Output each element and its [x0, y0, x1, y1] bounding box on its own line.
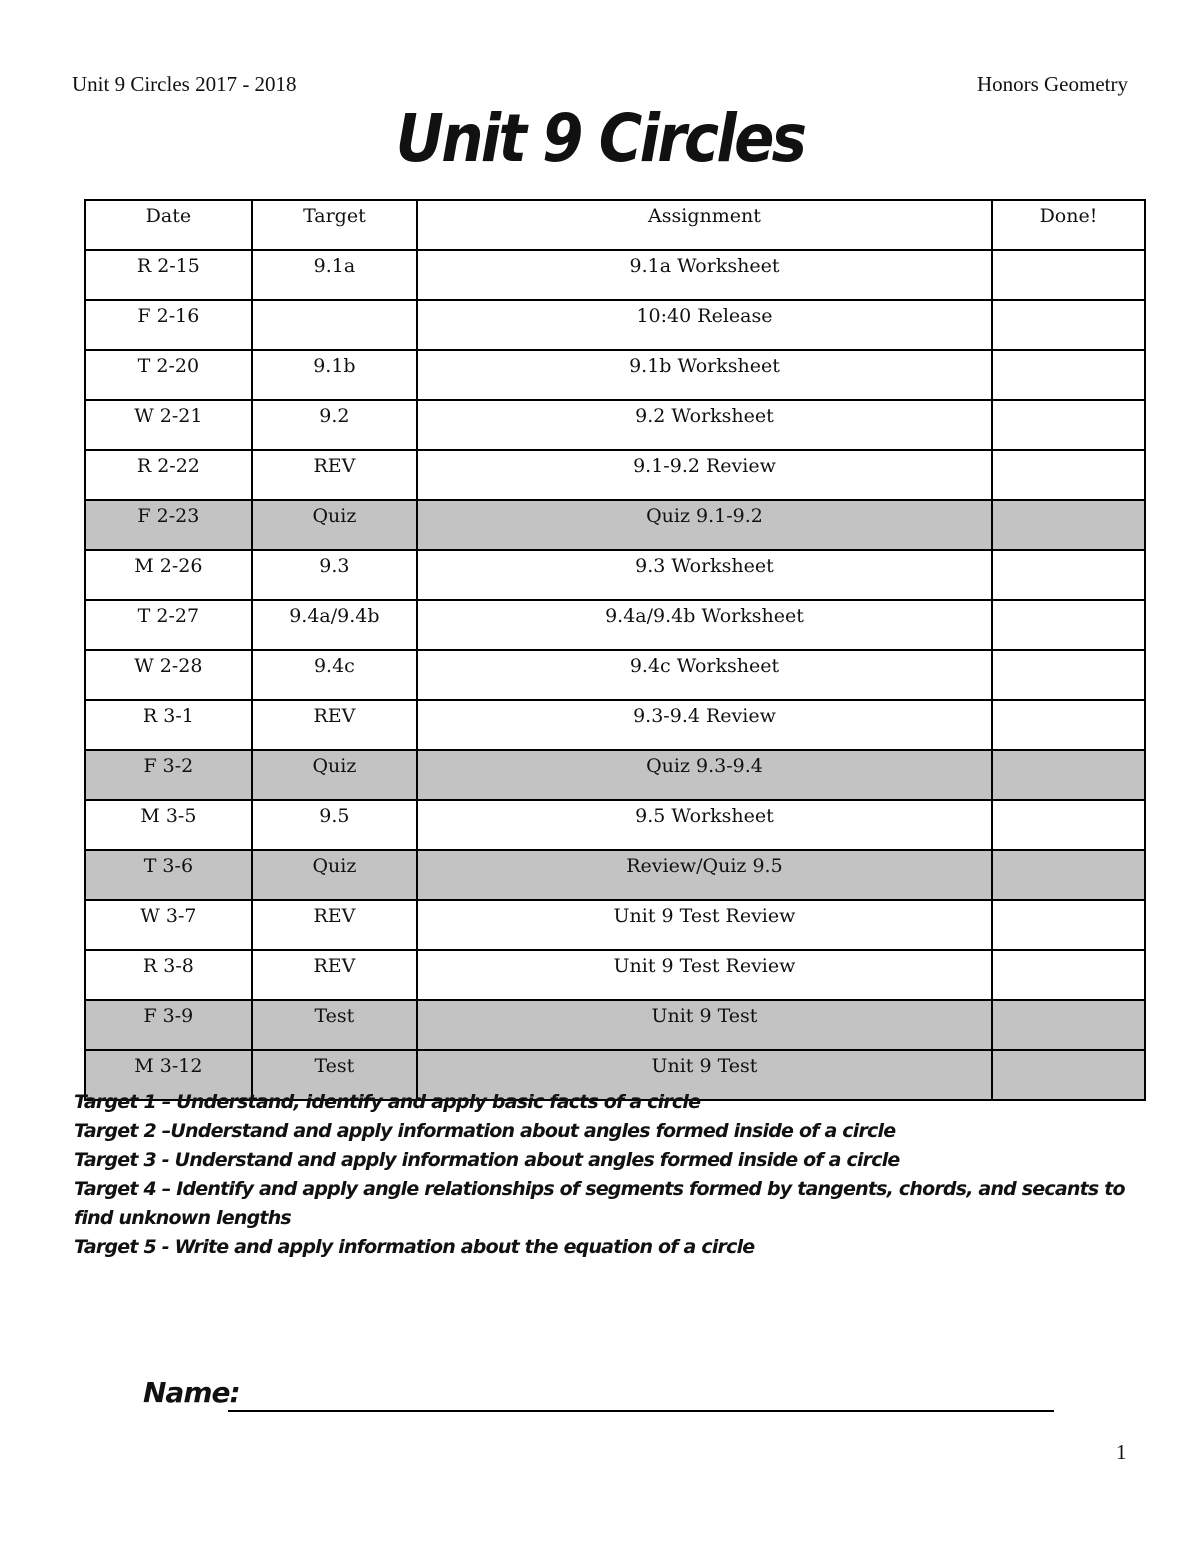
row-target-cell: Test — [252, 1000, 417, 1050]
row-assignment-cell: 9.1a Worksheet — [417, 250, 992, 300]
row-assignment-cell: Unit 9 Test Review — [417, 950, 992, 1000]
row-target-cell: REV — [252, 900, 417, 950]
row-date-cell: T 3-6 — [85, 850, 252, 900]
row-done-checkbox-cell[interactable] — [992, 600, 1145, 650]
row-done-checkbox-cell[interactable] — [992, 1000, 1145, 1050]
schedule-table — [84, 199, 1146, 1101]
row-date-cell: T 2-20 — [85, 350, 252, 400]
schedule-rows — [85, 250, 1145, 1100]
row-target-cell: 9.4a/9.4b — [252, 600, 417, 650]
row-target-cell: Test — [252, 1050, 417, 1100]
table-row — [85, 900, 1145, 950]
row-date-cell: W 3-7 — [85, 900, 252, 950]
row-assignment-cell: Review/Quiz 9.5 — [417, 850, 992, 900]
row-assignment-cell: 9.1-9.2 Review — [417, 450, 992, 500]
target-5: Target 5 - Write and apply information about the equation of a circle — [74, 1236, 755, 1258]
table-row — [85, 800, 1145, 850]
column-header-date: Date — [85, 200, 252, 250]
page-title: Unit 9 Circles — [395, 100, 805, 177]
row-done-checkbox-cell[interactable] — [992, 550, 1145, 600]
row-done-checkbox-cell[interactable] — [992, 500, 1145, 550]
row-done-checkbox-cell[interactable] — [992, 900, 1145, 950]
row-date-cell: W 2-28 — [85, 650, 252, 700]
table-row — [85, 300, 1145, 350]
column-header-done: Done! — [992, 200, 1145, 250]
row-date-cell: R 3-8 — [85, 950, 252, 1000]
targets-list — [74, 1088, 1134, 1262]
table-row — [85, 250, 1145, 300]
row-assignment-cell: 9.1b Worksheet — [417, 350, 992, 400]
row-done-checkbox-cell[interactable] — [992, 700, 1145, 750]
row-assignment-cell: Unit 9 Test Review — [417, 900, 992, 950]
row-date-cell: F 2-23 — [85, 500, 252, 550]
row-target-cell: REV — [252, 950, 417, 1000]
target-3: Target 3 - Understand and apply information about angles formed inside of a circle — [74, 1149, 900, 1171]
target-2: Target 2 –Understand and apply information about angles formed inside of a circle — [74, 1120, 896, 1142]
table-row — [85, 750, 1145, 800]
page-number: 1 — [1116, 1440, 1127, 1464]
row-assignment-cell: Quiz 9.1-9.2 — [417, 500, 992, 550]
table-row — [85, 850, 1145, 900]
row-target-cell: Quiz — [252, 500, 417, 550]
row-done-checkbox-cell[interactable] — [992, 400, 1145, 450]
row-target-cell: 9.4c — [252, 650, 417, 700]
row-date-cell: F 3-2 — [85, 750, 252, 800]
row-target-cell: REV — [252, 450, 417, 500]
row-target-cell: 9.3 — [252, 550, 417, 600]
row-target-cell — [252, 300, 417, 350]
header-right: Honors Geometry — [976, 72, 1128, 96]
row-done-checkbox-cell[interactable] — [992, 250, 1145, 300]
row-date-cell: T 2-27 — [85, 600, 252, 650]
header-left: Unit 9 Circles 2017 - 2018 — [72, 72, 297, 96]
row-done-checkbox-cell[interactable] — [992, 800, 1145, 850]
table-row — [85, 950, 1145, 1000]
column-header-target: Target — [252, 200, 417, 250]
table-header-row — [85, 200, 1145, 250]
row-date-cell: R 2-15 — [85, 250, 252, 300]
row-done-checkbox-cell[interactable] — [992, 850, 1145, 900]
row-done-checkbox-cell[interactable] — [992, 300, 1145, 350]
row-target-cell: Quiz — [252, 750, 417, 800]
table-row — [85, 600, 1145, 650]
row-done-checkbox-cell[interactable] — [992, 750, 1145, 800]
table-row — [85, 1000, 1145, 1050]
table-row — [85, 550, 1145, 600]
row-assignment-cell: Unit 9 Test — [417, 1050, 992, 1100]
row-assignment-cell: 9.3-9.4 Review — [417, 700, 992, 750]
table-row — [85, 400, 1145, 450]
table-row — [85, 500, 1145, 550]
row-target-cell: Quiz — [252, 850, 417, 900]
row-assignment-cell: Quiz 9.3-9.4 — [417, 750, 992, 800]
row-date-cell: W 2-21 — [85, 400, 252, 450]
row-target-cell: 9.2 — [252, 400, 417, 450]
row-date-cell: R 2-22 — [85, 450, 252, 500]
table-row — [85, 650, 1145, 700]
column-header-assignment: Assignment — [417, 200, 992, 250]
row-date-cell: F 3-9 — [85, 1000, 252, 1050]
row-done-checkbox-cell[interactable] — [992, 650, 1145, 700]
row-done-checkbox-cell[interactable] — [992, 350, 1145, 400]
row-assignment-cell: 9.2 Worksheet — [417, 400, 992, 450]
row-assignment-cell: 10:40 Release — [417, 300, 992, 350]
row-date-cell: F 2-16 — [85, 300, 252, 350]
row-date-cell: M 3-5 — [85, 800, 252, 850]
row-assignment-cell: 9.5 Worksheet — [417, 800, 992, 850]
row-assignment-cell: 9.3 Worksheet — [417, 550, 992, 600]
row-done-checkbox-cell[interactable] — [992, 950, 1145, 1000]
target-1: Target 1 – Understand, identify and apply basic facts of a circle — [74, 1091, 701, 1113]
table-row — [85, 450, 1145, 500]
row-assignment-cell: 9.4c Worksheet — [417, 650, 992, 700]
row-target-cell: 9.1a — [252, 250, 417, 300]
row-date-cell: M 3-12 — [85, 1050, 252, 1100]
name-label: Name: — [143, 1376, 240, 1409]
row-done-checkbox-cell[interactable] — [992, 450, 1145, 500]
table-row — [85, 350, 1145, 400]
table-row — [85, 700, 1145, 750]
row-target-cell: REV — [252, 700, 417, 750]
row-target-cell: 9.5 — [252, 800, 417, 850]
row-target-cell: 9.1b — [252, 350, 417, 400]
target-4: Target 4 – Identify and apply angle relationships of segments formed by tangents, chords, and secants to find unknown lengths — [74, 1178, 1125, 1229]
row-assignment-cell: Unit 9 Test — [417, 1000, 992, 1050]
row-date-cell: M 2-26 — [85, 550, 252, 600]
name-field-line[interactable] — [228, 1410, 1054, 1412]
row-date-cell: R 3-1 — [85, 700, 252, 750]
row-assignment-cell: 9.4a/9.4b Worksheet — [417, 600, 992, 650]
